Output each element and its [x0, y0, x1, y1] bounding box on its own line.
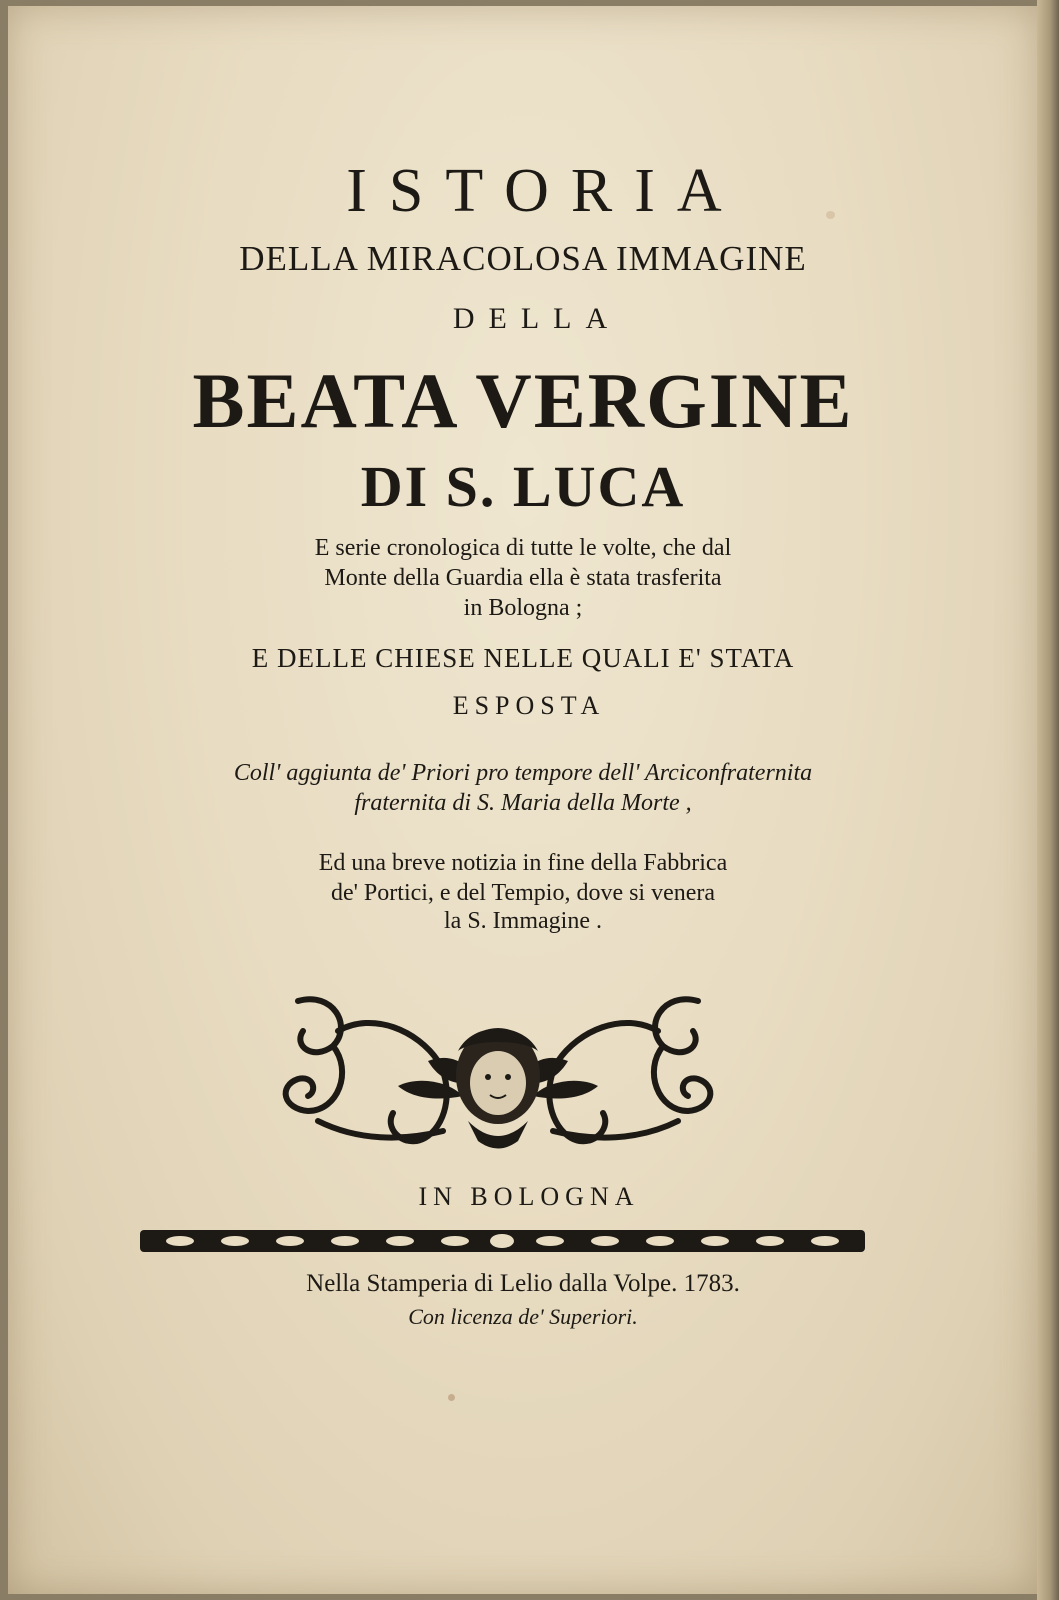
- page-edge: [1037, 0, 1059, 1600]
- title-page: [8, 6, 1038, 1594]
- description-line-3: in Bologna ;: [463, 595, 583, 621]
- addition-line-1: Coll' aggiunta de' Priori pro tempore dell' Arciconfraternita: [233, 760, 813, 786]
- description-line-2: Monte della Guardia ella è stata trasferita: [324, 565, 722, 591]
- imprint-line: Nella Stamperia di Lelio dalla Volpe. 1783.: [306, 1270, 740, 1297]
- subtitle-line-1: DELLA MIRACOLOSA IMMAGINE: [239, 239, 807, 278]
- page-title: ISTORIA: [346, 157, 744, 225]
- subtitle-line-2: DELLA: [452, 302, 622, 335]
- note-line-1: Ed una breve notizia in fine della Fabbrica: [318, 850, 728, 876]
- cherub-scrollwork-vignette-icon: [278, 991, 718, 1161]
- main-heading-line-1: BEATA VERGINE: [192, 357, 854, 444]
- note-line-2: de' Portici, e del Tempio, dove si venera: [330, 880, 716, 906]
- printing-city: IN BOLOGNA: [418, 1182, 640, 1211]
- typographic-ornament-rule-icon: [140, 1228, 865, 1254]
- addition-line-2: fraternita di S. Maria della Morte ,: [354, 790, 692, 816]
- churches-line-2: ESPOSTA: [452, 691, 606, 720]
- paper-stain: [448, 1394, 455, 1401]
- description-line-1: E serie cronologica di tutte le volte, che dal: [314, 535, 732, 561]
- churches-line-1: E DELLE CHIESE NELLE QUALI E' STATA: [251, 643, 795, 673]
- license-line: Con licenza de' Superiori.: [408, 1304, 638, 1329]
- main-heading-line-2: DI S. LUCA: [360, 454, 686, 519]
- note-line-3: la S. Immagine .: [444, 908, 602, 934]
- paper-stain: [826, 211, 835, 219]
